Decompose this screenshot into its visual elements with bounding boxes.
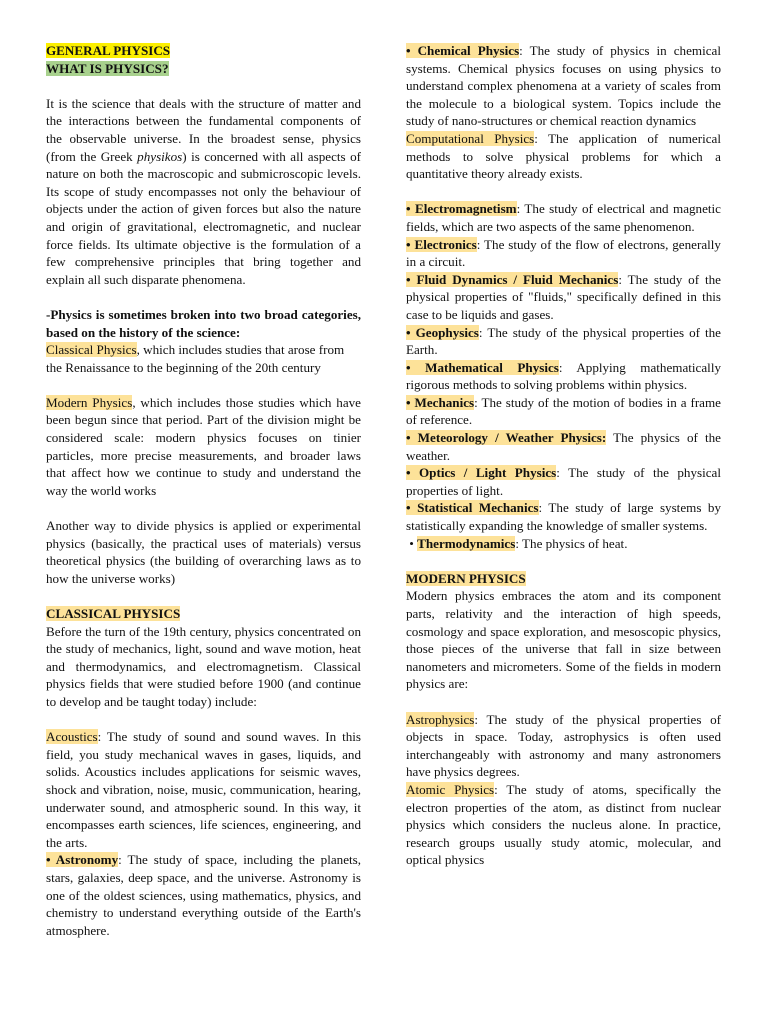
- field-meteorology: • Meteorology / Weather Physics: The physics of the weather.: [406, 430, 721, 463]
- left-column: [46, 42, 361, 939]
- optics-term: • Optics / Light Physics: [406, 465, 557, 481]
- astrophysics-term: Astrophysics: [406, 711, 475, 727]
- subtitle-highlight: WHAT IS PHYSICS?: [46, 60, 169, 76]
- geophysics-term: • Geophysics: [406, 324, 479, 340]
- field-mathematical-physics: • Mathematical Physics: Applying mathematically rigorous methods to solving problems within physics.: [406, 359, 721, 393]
- applied-vs-theoretical: Another way to divide physics is applied or experimental physics (basically, the practical uses of materials) versus theoretical physics (the building of overarching laws as to how the universe works): [46, 518, 361, 586]
- astronomy-term: • Astronomy: [46, 852, 119, 868]
- classical-term: Classical Physics: [46, 342, 137, 358]
- field-electromagnetism: • Electromagnetism: The study of electrical and magnetic fields, which are two aspects of the same phenomenon.: [406, 201, 721, 234]
- classical-intro: Before the turn of the 19th century, physics concentrated on the study of mechanics, light, sound and wave motion, heat and thermodynamics, and electromagnetism. Classical physics fields that were studied before 1900 (and continue to develop and be taught today) include:: [46, 623, 361, 709]
- field-acoustics: Acoustics: The study of sound and sound waves. In this field, you study mechanical waves in gases, liquids, and solids. Acoustics includes applications for seismic waves, shock and vibration, noise, music, communication, hearing, underwater sound, and atmospheric sound. In this way, it encompasses earth sciences, life sciences, engineering, and the arts.: [46, 729, 361, 850]
- field-geophysics: • Geophysics: The study of the physical properties of the Earth.: [406, 324, 721, 358]
- intro-paragraph: It is the science that deals with the structure of matter and the interactions between the fundamental components of the observable universe. In the broadest sense, physics (from the Greek physikos) is concerned with all aspects of nature on both the macroscopic and submicroscopic levels. Its scope of study encompasses not only the behaviour of objects under the action of given forces but also the nature and origin of gravitational, electromagnetic, and nuclear force fields. Its ultimate objective is the formulation of a few comprehensive principles that bring together and explain all such disparate phenomena.: [46, 95, 361, 287]
- fluid-term: • Fluid Dynamics / Fluid Mechanics: [406, 271, 619, 287]
- classical-category: Classical Physics, which includes studies that arose from the Renaissance to the beginning of the 20th century: [46, 342, 345, 375]
- mechanics-term: • Mechanics: [406, 394, 475, 410]
- modern-intro: Modern physics embraces the atom and its component parts, relativity and the interaction of high speeds, cosmology and space exploration, and mesoscopic physics, those pieces of the universe that fall in size between nanometers and micrometers. Some of the fields in modern physics are:: [406, 588, 721, 692]
- electromagnetism-term: • Electromagnetism: [406, 201, 517, 217]
- computational-term: Computational Physics: [406, 130, 535, 146]
- mathematical-term: • Mathematical Physics: [406, 359, 559, 375]
- field-mechanics: • Mechanics: The study of the motion of bodies in a frame of reference.: [406, 394, 721, 428]
- field-statistical-mechanics: • Statistical Mechanics: The study of large systems by statistically expanding the knowledge of smaller systems.: [406, 500, 721, 534]
- field-thermodynamics: • Thermodynamics: The physics of heat.: [406, 535, 628, 551]
- field-atomic-physics: Atomic Physics: The study of atoms, specifically the electron properties of the atom, as distinct from nuclear physics which considers the nucleus alone. In practice, research groups usually study atomic, molecular, and optical physics: [406, 781, 721, 868]
- thermodynamics-term: Thermodynamics: [417, 535, 516, 551]
- categories-heading: -Physics is sometimes broken into two broad categories, based on the history of the science:: [46, 306, 361, 340]
- right-column: [406, 42, 721, 869]
- acoustics-term: Acoustics: [46, 729, 98, 745]
- field-fluid-dynamics: • Fluid Dynamics / Fluid Mechanics: The study of the physical properties of "fluids," specifically defined in this case to be liquids and gases.: [406, 271, 721, 322]
- field-astrophysics: Astrophysics: The study of the physical properties of objects in space. Today, astrophysics is often used interchangeably with astronomy and many astronomers have physics degrees.: [406, 711, 721, 780]
- field-chemical-physics: • Chemical Physics: The study of physics in chemical systems. Chemical physics focuses on using physics to understand complex phenomena at a variety of scales from the molecule to a biological system. Topics include the study of nano-structures or chemical reaction dynamics: [406, 43, 721, 129]
- field-optics: • Optics / Light Physics: The study of the physical properties of light.: [406, 465, 721, 498]
- statistical-term: • Statistical Mechanics: [406, 500, 539, 516]
- atomic-term: Atomic Physics: [406, 781, 495, 797]
- electronics-term: • Electronics: [406, 236, 477, 252]
- greek-word: physikos: [137, 148, 183, 164]
- modern-category: Modern Physics, which includes those studies which have been begun since that period. Part of the division might be considered scale: modern physics focuses on tinier particles, more precise measurements, and broader laws that affect how we continue to study and understand the way the world works: [46, 394, 361, 498]
- classical-heading: CLASSICAL PHYSICS: [46, 606, 181, 621]
- chemical-term: • Chemical Physics: [406, 43, 520, 58]
- meteorology-term: • Meteorology / Weather Physics:: [406, 430, 607, 446]
- document-title: [46, 42, 361, 60]
- document-subtitle: [46, 60, 361, 78]
- field-computational-physics: Computational Physics: The application of numerical methods to solve physical problems for which a quantitative theory already exists.: [406, 130, 721, 182]
- modern-term: Modern Physics: [46, 394, 133, 410]
- title-highlight: GENERAL PHYSICS: [46, 43, 171, 58]
- field-astronomy: • Astronomy: The study of space, including the planets, stars, galaxies, deep space, and the universe. Astronomy is one of the oldest sciences, using mathematics, physics, and chemistry to understand everything outside of the Earth's atmosphere.: [46, 852, 362, 938]
- modern-heading: MODERN PHYSICS: [406, 570, 526, 586]
- field-electronics: • Electronics: The study of the flow of electrons, generally in a circuit.: [406, 236, 721, 270]
